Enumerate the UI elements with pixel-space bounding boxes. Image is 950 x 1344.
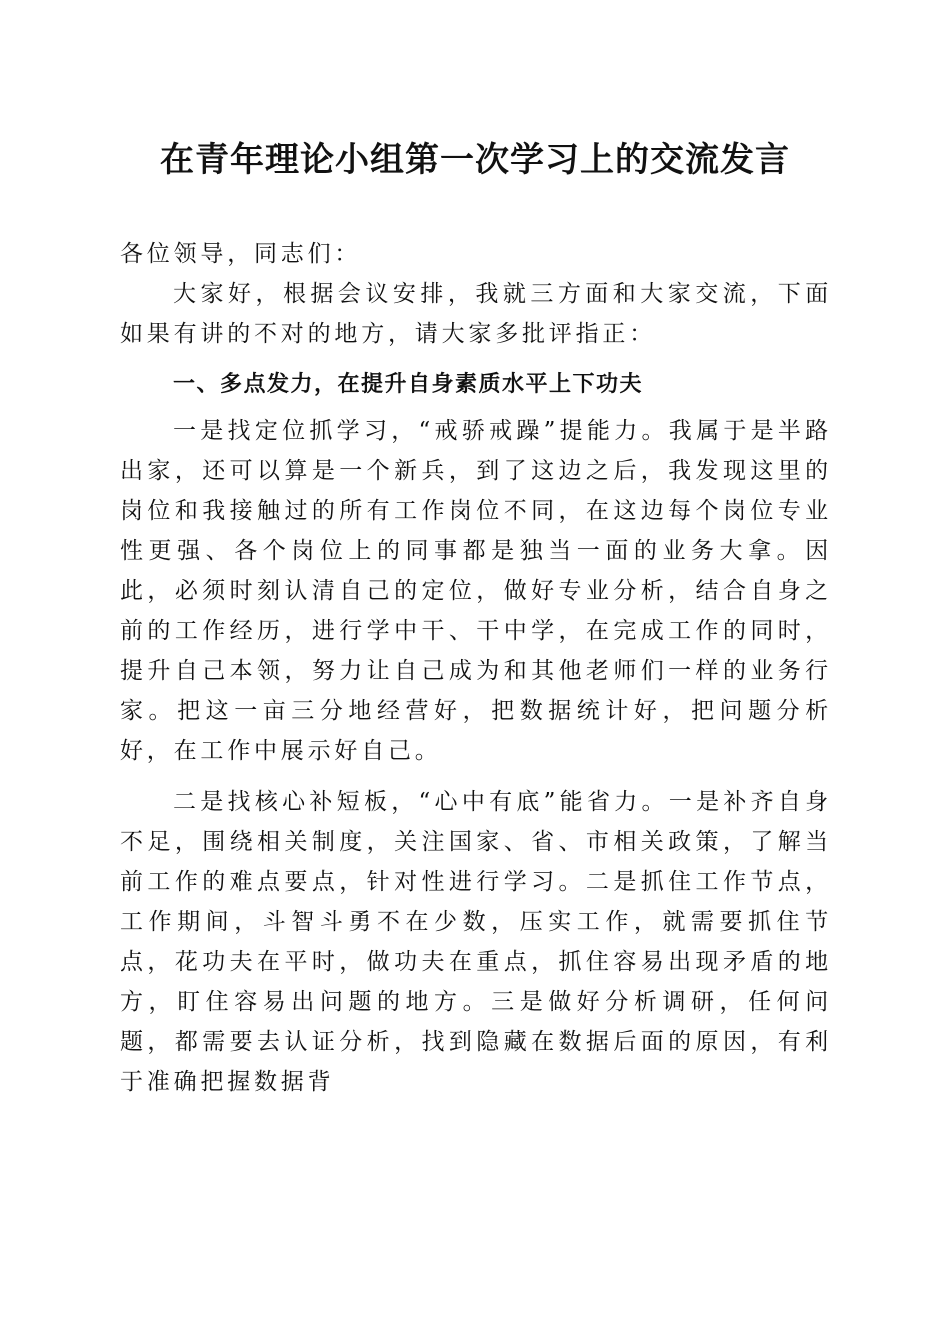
paragraph-2: 二是找核心补短板，“心中有底”能省力。一是补齐自身不足，围绕相关制度，关注国家、省、市相关政策，了解当前工作的难点要点，针对性进行学习。二是抓住工作节点，工作期间，斗智斗勇不在少数，压实工作，就需要抓住节点，花功夫在平时，做功夫在重点，抓住容易出现矛盾的地方，盯住容易出问题的地方。三是做好分析调研，任何问题，都需要去认证分析，找到隐藏在数据后面的原因，有利于准确把握数据背 <box>120 789 832 1095</box>
paragraph-1: 一是找定位抓学习，“戒骄戒躁”提能力。我属于是半路出家，还可以算是一个新兵，到了这边之后，我发现这里的岗位和我接触过的所有工作岗位不同，在这边每个岗位专业性更强、各个岗位上的同事都是独当一面的业务大拿。因此，必须时刻认清自己的定位，做好专业分析，结合自身之前的工作经历，进行学中干、干中学，在完成工作的同时，提升自己本领，努力让自己成为和其他老师们一样的业务行家。把这一亩三分地经营好，把数据统计好，把问题分析好，在工作中展示好自己。 <box>120 418 832 764</box>
document-title: 在青年理论小组第一次学习上的交流发言 <box>160 140 790 180</box>
intro-paragraph: 大家好，根据会议安排，我就三方面和大家交流，下面如果有讲的不对的地方，请大家多批评指正： <box>120 281 832 347</box>
salutation: 各位领导，同志们： <box>120 241 362 267</box>
document-body <box>120 234 832 1113</box>
section-heading-1: 一、多点发力，在提升自身素质水平上下功夫 <box>173 372 644 397</box>
